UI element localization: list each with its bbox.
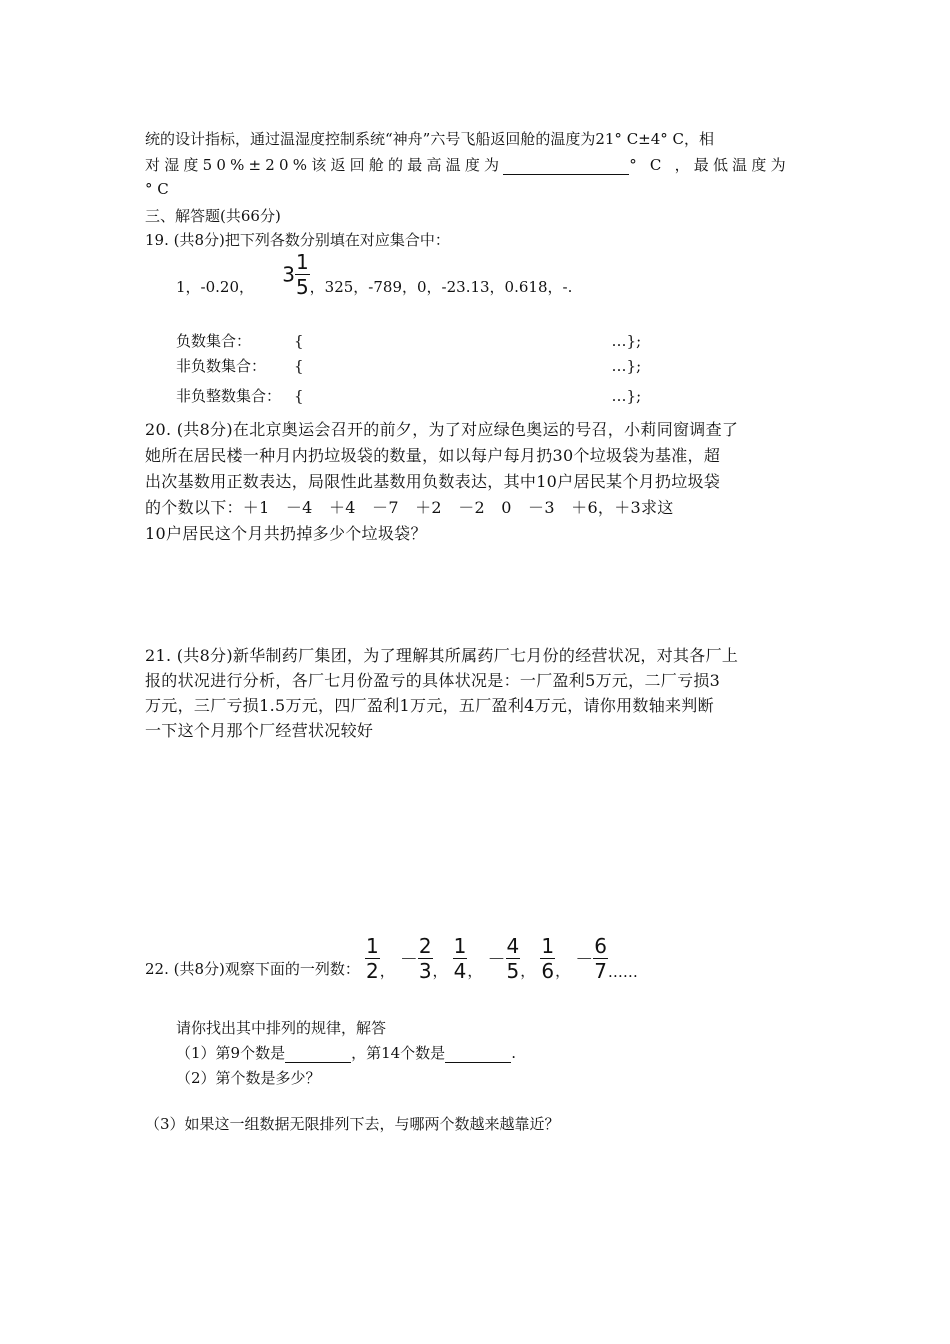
fraction-num: 4 <box>506 934 520 958</box>
q22-fraction <box>365 936 380 981</box>
q22-sub1 <box>176 1042 516 1063</box>
q18-line2-unit: ° C ，最低温度为 <box>629 156 790 174</box>
q21-line: 万元，三厂亏损1.5万元，四厂盈利1万元，五厂盈利4万元，请你用数轴来判断 <box>145 696 714 715</box>
q21-line: 一下这个月那个厂经营状况较好 <box>145 721 374 740</box>
fraction-den: 3 <box>418 959 432 983</box>
q18-line1: 统的设计指标，通过温湿度控制系统“神舟”六号飞船返回舱的温度为21° C±4° C，相 <box>145 130 715 148</box>
q22-fraction <box>540 936 555 981</box>
fraction-num: 1 <box>365 934 379 958</box>
q22-sub1-b: ，第14个数是 <box>351 1044 446 1062</box>
fraction-num: 6 <box>594 934 607 958</box>
q22-fraction <box>453 936 468 981</box>
q22-blank-fourteenth[interactable] <box>445 1044 511 1063</box>
q19-mixed-num: 1 <box>295 250 309 274</box>
q19-numbers <box>176 252 572 297</box>
q19-set-negative <box>176 330 641 351</box>
q21-line: 报的状况进行分析，各厂七月份盈亏的具体状况是：一厂盈利5万元，二厂亏损3 <box>145 671 721 690</box>
q20-line: 出次基数用正数表达，局限性此基数用负数表达，其中10户居民某个月扔垃圾袋 <box>145 472 721 491</box>
fraction-num: 2 <box>418 934 432 958</box>
fraction-den: 4 <box>453 959 467 983</box>
fraction-den: 6 <box>541 959 555 983</box>
q22-sub1-a: （1）第9个数是 <box>176 1044 286 1062</box>
section-heading: 三、解答题(共66分) <box>145 207 281 225</box>
q22-sub1-c: . <box>511 1044 516 1062</box>
set-close: …}; <box>611 357 642 375</box>
q18-line2 <box>145 154 790 175</box>
fraction-den: 5 <box>506 959 520 983</box>
q19-title: 19. (共8分)把下列各数分别填在对应集合中： <box>145 231 450 249</box>
set-label: 负数集合： <box>176 332 252 350</box>
q22-title-row: 22. (共8分)观察下面的一列数： $\frac{1}{2}$ ， － $\frac{2}{3}$ ， $\frac{1}{4}$ ， － $\frac{4}{5}$ ， $\frac{1}{6}$ ， － $\frac{6}{7}$ …… <box>145 934 638 983</box>
q22-title: 22. (共8分)观察下面的一列数： <box>145 960 360 978</box>
q22-sub3: （3）如果这一组数据无限排列下去，与哪两个数越来越靠近？ <box>145 1115 560 1133</box>
set-close: …}; <box>611 387 642 405</box>
q19-set-nonnegative <box>176 355 641 376</box>
q22-sign: － <box>575 949 594 971</box>
q19-mixed-fraction <box>295 252 310 297</box>
q19-set-nonnegative-integer <box>176 385 641 406</box>
set-label: 非负整数集合： <box>176 387 282 405</box>
q20-line: 20. (共8分)在北京奥运会召开的前夕，为了对应绿色奥运的号召，小莉同窗调查了 <box>145 420 739 439</box>
set-open: { <box>294 332 304 350</box>
q19-mixed-den: 5 <box>295 275 309 299</box>
fraction-den: 7 <box>594 959 607 983</box>
set-close: …}; <box>611 332 642 350</box>
q22-sub2: （2）第个数是多少？ <box>176 1069 321 1087</box>
q19-numbers-before: 1，-0.20， <box>176 278 255 296</box>
fraction-den: 2 <box>365 959 379 983</box>
set-open: { <box>294 357 304 375</box>
q22-fraction <box>418 936 433 981</box>
q18-line2-text: 对湿度50%±20%该返回舱的最高温度为 <box>145 156 504 174</box>
q22-fraction <box>593 936 608 981</box>
q18-blank-high[interactable] <box>503 156 629 175</box>
q22-blank-ninth[interactable] <box>285 1044 351 1063</box>
q20-line: 她所在居民楼一种月内扔垃圾袋的数量，如以每户每月扔30个垃圾袋为基准，超 <box>145 446 721 465</box>
q22-ellipsis: …… <box>607 963 638 981</box>
q19-mixed-whole: 3 <box>282 262 295 287</box>
q22-sign: － <box>487 949 506 971</box>
q22-instruction: 请你找出其中排列的规律，解答 <box>176 1019 387 1037</box>
q20-line: 10户居民这个月共扔掉多少个垃圾袋？ <box>145 524 427 543</box>
set-open: { <box>294 387 304 405</box>
q21-line: 21. (共8分)新华制药厂集团，为了理解其所属药厂七月份的经营状况，对其各厂上 <box>145 646 739 665</box>
fraction-num: 1 <box>453 934 467 958</box>
q20-line: 的个数以下：＋1 －4 ＋4 －7 ＋2 －2 0 －3 ＋6，＋3求这 <box>145 498 674 517</box>
q22-sign: － <box>399 949 418 971</box>
set-label: 非负数集合： <box>176 357 267 375</box>
q18-line3: ° C <box>145 180 169 198</box>
q22-fraction <box>506 936 521 981</box>
q19-numbers-after: ，325，-789，0，-23.13，0.618，-. <box>309 278 573 296</box>
fraction-num: 1 <box>541 934 555 958</box>
